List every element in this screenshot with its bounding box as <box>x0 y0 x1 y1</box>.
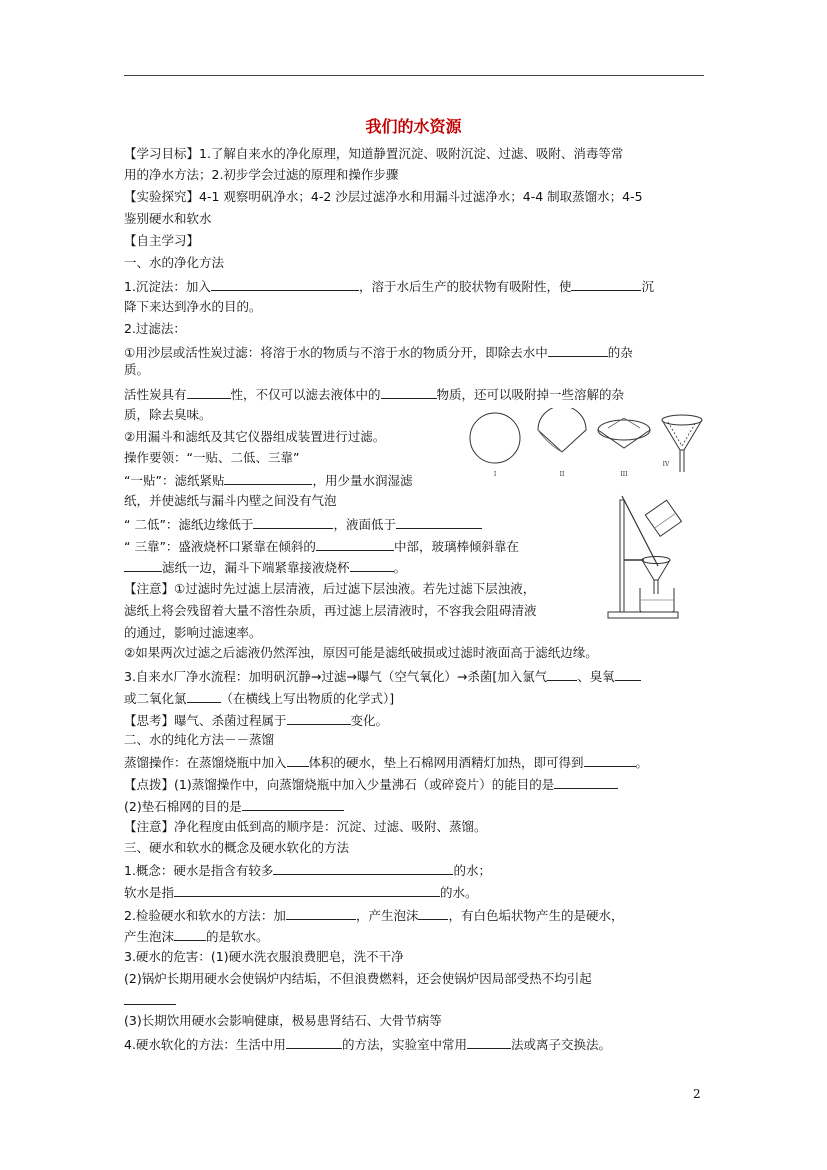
answer-blank[interactable] <box>174 883 440 897</box>
fill-in-line: 3.自来水厂净水流程：加明矾沉静→过滤→曝气（空气氧化）→杀菌[加入氯气 、臭氧 <box>124 667 641 685</box>
answer-blank[interactable] <box>396 515 482 529</box>
answer-blank[interactable] <box>187 689 221 703</box>
answer-blank[interactable] <box>187 385 231 399</box>
answer-blank[interactable] <box>242 797 344 811</box>
fill-in-line: 或二氧化氯 （在横线上写出物质的化学式）] <box>124 691 395 706</box>
filter-paper-circle <box>470 413 520 463</box>
text-line: 操作要领：“一贴、二低、三靠” <box>124 450 300 465</box>
answer-blank[interactable] <box>287 711 351 725</box>
fill-in-line: 软水是指 的水。 <box>124 885 478 900</box>
stand-rod <box>620 500 624 612</box>
section-heading: 二、水的纯化方法－－蒸馏 <box>124 732 275 747</box>
text-line: 【实验探究】4-1 观察明矾净水；4-2 沙层过滤净水和用漏斗过滤净水；4-4 制取蒸馏水；4-5 <box>124 189 643 204</box>
fill-in-line: 4.硬水软化的方法：生活中用 的方法，实验室中常用 法或离子交换法。 <box>124 1037 611 1052</box>
answer-blank[interactable] <box>548 343 608 357</box>
stand-base <box>608 612 678 618</box>
section-heading: 一、水的净化方法 <box>124 255 225 270</box>
answer-blank[interactable] <box>224 471 312 485</box>
filtration-apparatus-figure <box>600 488 706 624</box>
text-line: ②用漏斗和滤纸及其它仪器组成装置进行过滤。 <box>124 429 386 444</box>
fill-in-line: 1.沉淀法：加入 ，溶于水后生产的胶状物有吸附性，使 沉 <box>124 279 654 294</box>
fill-in-line <box>124 991 176 1009</box>
fill-in-line: ①用沙层或活性炭过滤：将溶于水的物质与不溶于水的物质分开，即除去水中 的杂 <box>124 345 633 360</box>
text-line: 3.硬水的危害：(1)硬水洗衣服浪费肥皂，洗不干净 <box>124 949 404 964</box>
page-title: 我们的水资源 <box>365 117 462 136</box>
answer-blank[interactable] <box>381 385 437 399</box>
text-line: 质，除去臭味。 <box>124 407 212 422</box>
filter-paper-folding-figure <box>468 408 704 482</box>
figure-label: IV <box>662 461 670 468</box>
fill-in-line: “ 二低”：滤纸边缘低于 ，液面低于 <box>124 515 482 533</box>
text-line: 【学习目标】1.了解自来水的净化原理，知道静置沉淀、吸附沉淀、过滤、吸附、消毒等常 <box>124 146 624 161</box>
text-line: 降下来达到净水的目的。 <box>124 299 262 314</box>
answer-blank[interactable] <box>584 753 636 767</box>
answer-blank[interactable] <box>316 537 394 551</box>
text-line: (3)长期饮用硬水会影响健康，极易患肾结石、大骨节病等 <box>124 1013 442 1028</box>
answer-blank[interactable] <box>124 558 162 572</box>
answer-blank[interactable] <box>211 277 359 291</box>
fill-in-line: 滤纸一边，漏斗下端紧靠接液烧杯 。 <box>124 558 406 576</box>
answer-blank[interactable] <box>253 515 333 529</box>
text-line: 【注意】①过滤时先过滤上层清液，后过滤下层浊液。若先过滤下层浊液， <box>124 581 536 596</box>
answer-blank[interactable] <box>287 753 309 767</box>
filter-paper-half <box>538 408 586 452</box>
fill-in-line: “ 三靠”：盛液烧杯口紧靠在倾斜的 中部，玻璃棒倾斜靠在 <box>124 539 519 554</box>
funnel-icon <box>662 415 702 425</box>
text-line: 质。 <box>124 362 150 377</box>
fill-in-line: 2.检验硬水和软水的方法：加 ，产生泡沫 ，有白色垢状物产生的是硬水， <box>124 908 624 923</box>
answer-blank[interactable] <box>418 906 448 920</box>
text-line: 用的净水方法；2.初步学会过滤的原理和操作步骤 <box>124 167 399 182</box>
page-number: 2 <box>693 1087 701 1101</box>
fill-in-line: 产生泡沫 的是软水。 <box>124 929 269 944</box>
figure-label: I <box>493 471 497 478</box>
answer-blank[interactable] <box>467 1035 511 1049</box>
text-line: ②如果两次过滤之后滤液仍然浑浊，原因可能是滤纸破损或过滤时液面高于滤纸边缘。 <box>124 645 598 660</box>
section-heading: 三、硬水和软水的概念及硬水软化的方法 <box>124 840 350 855</box>
answer-blank[interactable] <box>174 927 206 941</box>
answer-blank[interactable] <box>124 991 176 1005</box>
figure-label: II <box>559 471 565 478</box>
answer-blank[interactable] <box>286 1035 342 1049</box>
fill-in-line: 1.概念：硬水是指含有较多 的水； <box>124 863 491 878</box>
text-line: 2.过滤法： <box>124 321 186 336</box>
fill-in-line: 【思考】曝气、杀菌过程属于 变化。 <box>124 713 389 728</box>
text-line: (2)锅炉长期用硬水会使锅炉内结垢，不但浪费燃料，还会使锅炉因局部受热不均引起 <box>124 971 592 986</box>
section-heading: 【自主学习】 <box>124 233 200 248</box>
filter-paper-quarter <box>598 420 650 440</box>
pouring-beaker <box>645 500 681 536</box>
text-line: 滤纸上将会残留着大量不溶性杂质，再过滤上层清液时，不容我会阻碍清液 <box>124 603 537 618</box>
fill-in-line: “一贴”：滤纸紧贴 ，用少量水润湿滤 <box>124 473 413 488</box>
answer-blank[interactable] <box>571 277 641 291</box>
text-line: 鉴别硬水和软水 <box>124 211 212 226</box>
answer-blank[interactable] <box>286 906 356 920</box>
answer-blank[interactable] <box>615 667 641 681</box>
fill-in-line: 活性炭具有 性，不仅可以滤去液体中的 物质，还可以吸附掉一些溶解的杂 <box>124 387 625 402</box>
answer-blank[interactable] <box>273 861 453 875</box>
text-line: 纸，并使滤纸与漏斗内壁之间没有气泡 <box>124 493 337 508</box>
fill-in-line: 【点拨】(1)蒸馏操作中，向蒸馏烧瓶中加入少量沸石（或碎瓷片）的能目的是 <box>124 775 618 793</box>
fill-in-line: (2)垫石棉网的目的是 <box>124 797 344 815</box>
header-rule <box>124 75 704 76</box>
answer-blank[interactable] <box>547 667 577 681</box>
glass-rod <box>622 496 658 566</box>
figure-label: III <box>620 471 628 478</box>
fill-in-line: 蒸馏操作：在蒸馏烧瓶中加入 体积的硬水，垫上石棉网用酒精灯加热，即可得到 。 <box>124 755 649 770</box>
text-line: 的通过，影响过滤速率。 <box>124 625 262 640</box>
answer-blank[interactable] <box>350 558 394 572</box>
answer-blank[interactable] <box>554 775 618 789</box>
text-line: 【注意】净化程度由低到高的顺序是：沉淀、过滤、吸附、蒸馏。 <box>124 819 487 834</box>
